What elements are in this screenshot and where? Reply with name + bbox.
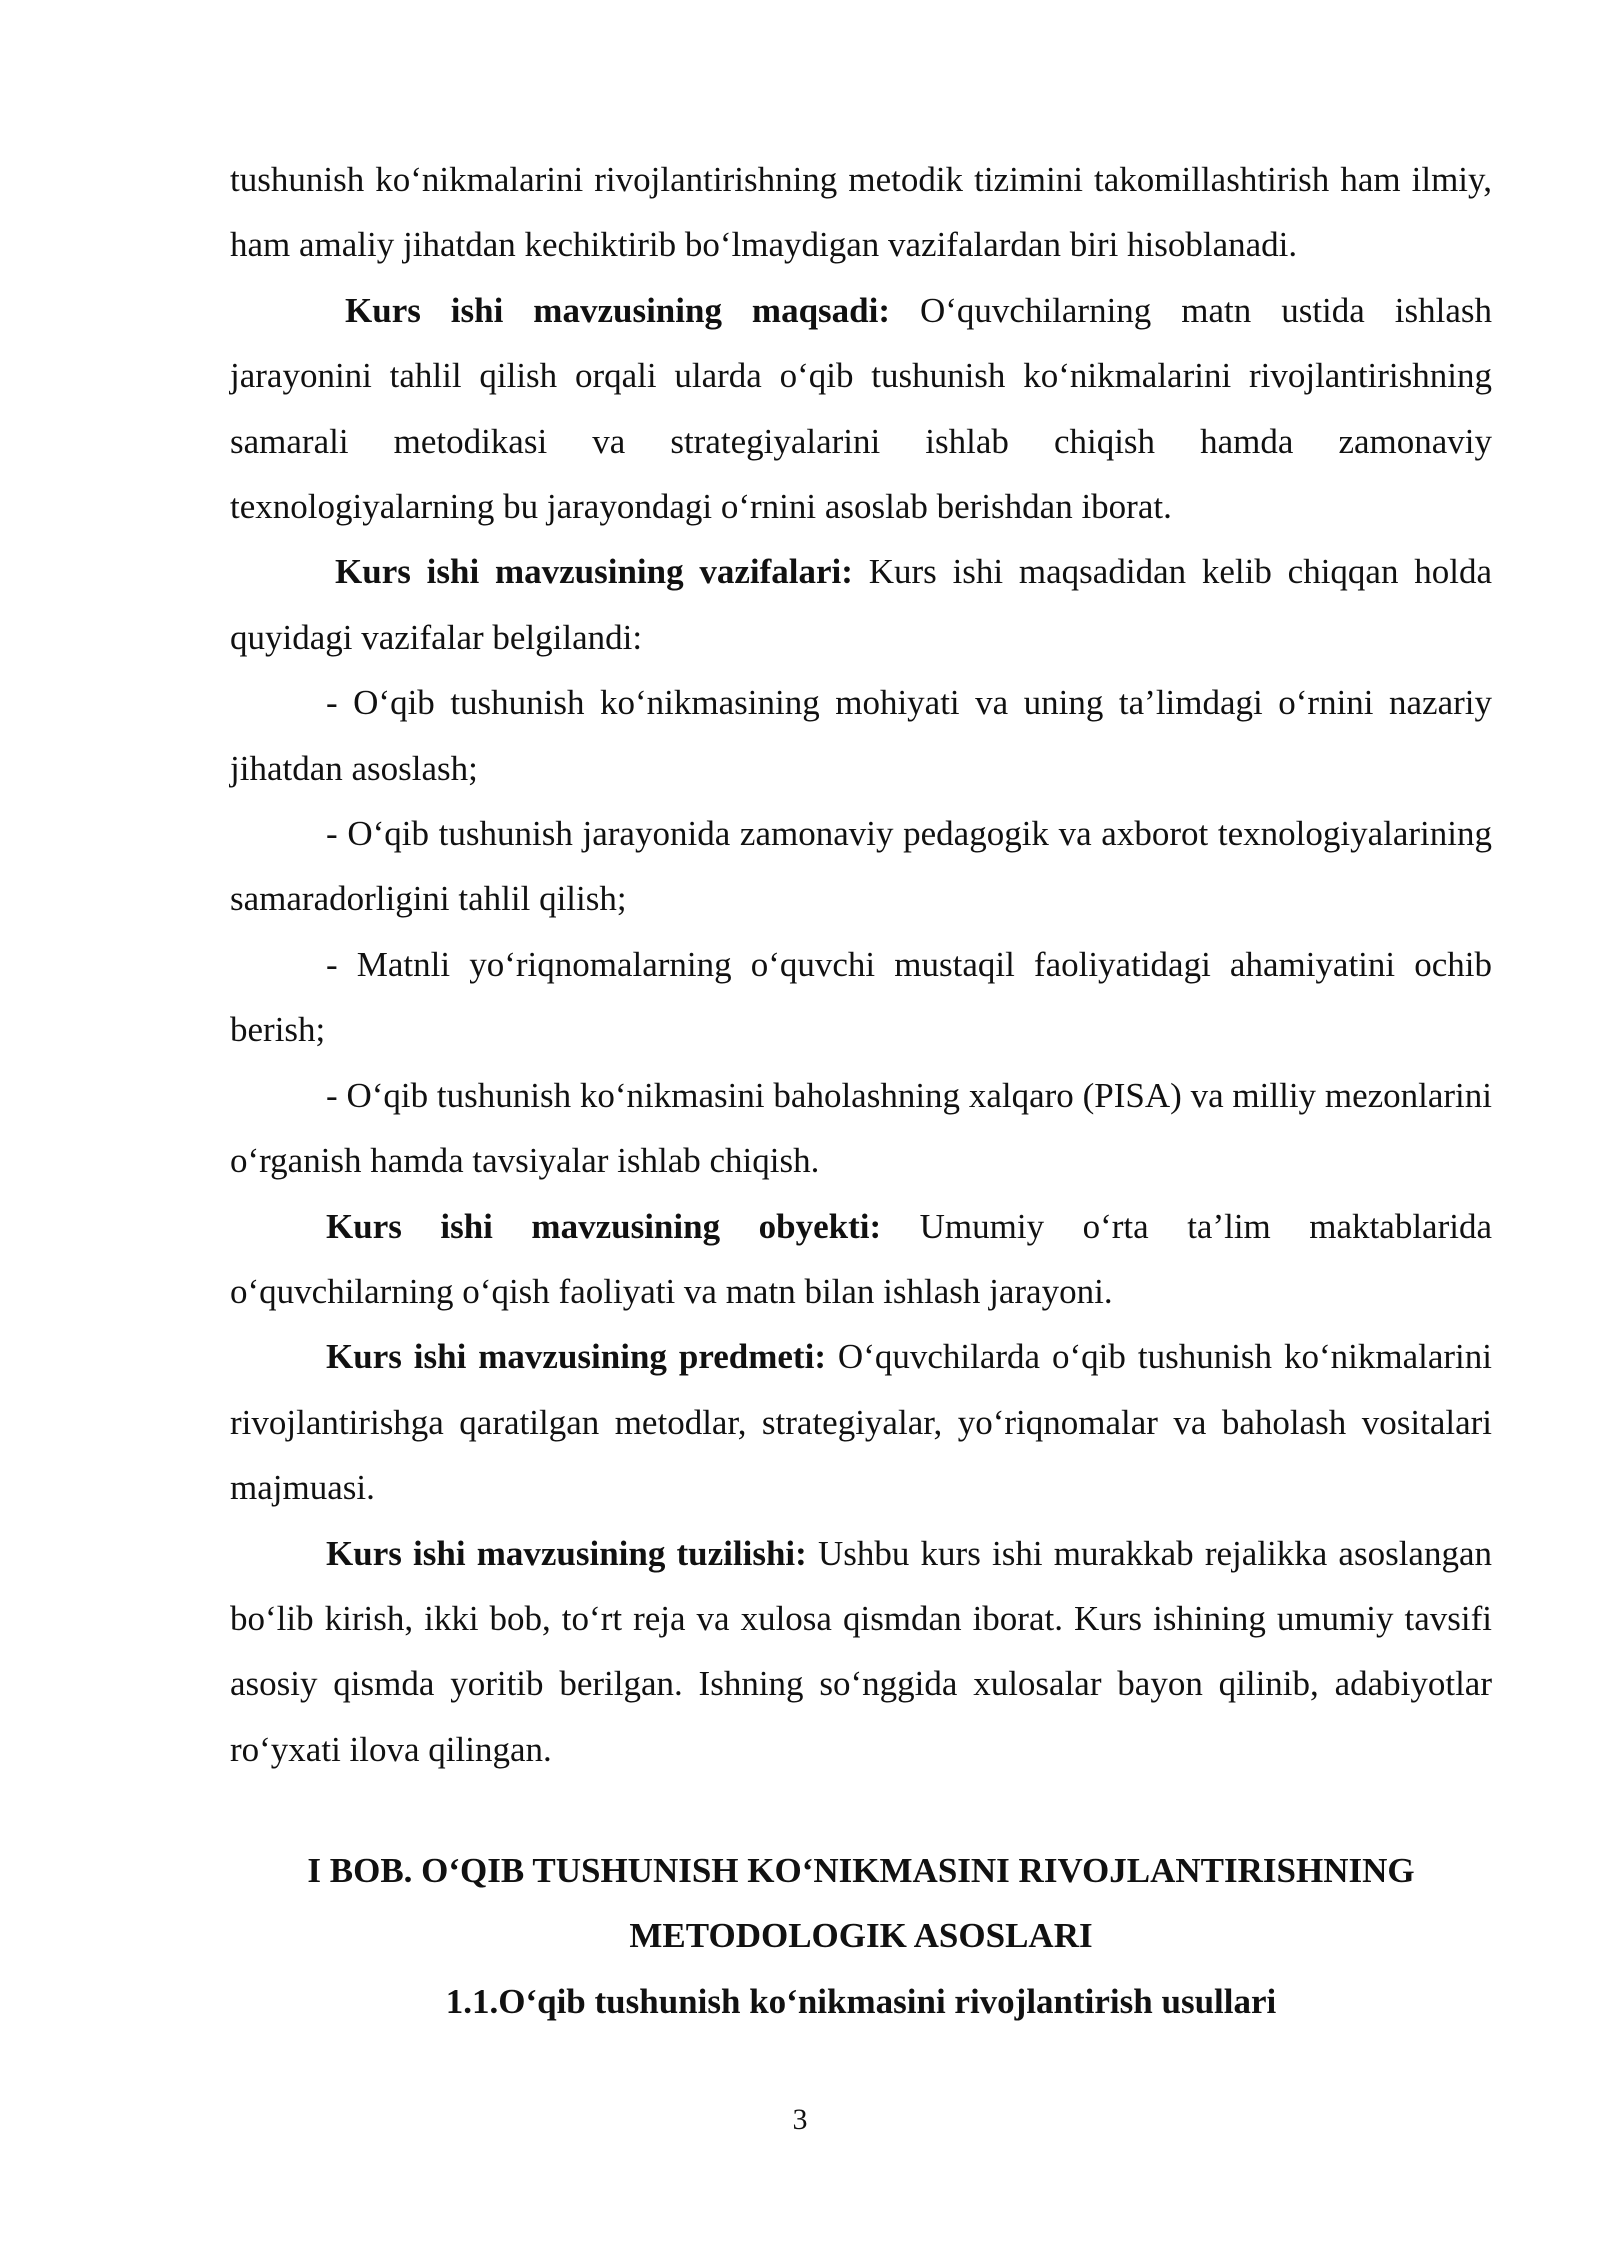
paragraph-subject (230, 1324, 1492, 1520)
section-title: 1.1.O‘qib tushunish ko‘nikmasini rivojlantirish usullari (445, 1981, 1277, 2021)
list-item: - O‘qib tushunish ko‘nikmasini baholashning xalqaro (PISA) va milliy mezonlarini o‘rganish hamda tavsiyalar ishlab chiqish. (230, 1075, 1492, 1181)
subject-text: O‘quvchilarda o‘qib tushunish ko‘nikmalarini rivojlantirishga qaratilgan metodlar, strategiyalar, yo‘riqnomalar va baholash vositalari majmuasi. (230, 1337, 1492, 1508)
chapter-title-line-1: I BOB. O‘QIB TUSHUNISH KO‘NIKMASINI RIVOJLANTIRISHNING (307, 1851, 1415, 1890)
chapter-title-line-2: METODOLOGIK ASOSLARI (629, 1916, 1093, 1956)
tasks-text: Kurs ishi maqsadidan kelib chiqqan holda quyidagi vazifalar belgilandi: (230, 552, 1492, 657)
tasks-label: Kurs ishi mavzusining vazifalari: (335, 552, 853, 592)
subject-label: Kurs ishi mavzusining predmeti: (326, 1337, 826, 1377)
page-number: 3 (792, 2103, 808, 2136)
list-item: - Matnli yo‘riqnomalarning o‘quvchi mustaqil faoliyatidagi ahamiyatini ochib berish; (230, 944, 1492, 1050)
structure-text: Ushbu kurs ishi murakkab rejalikka asoslangan bo‘lib kirish, ikki bob, to‘rt reja va xulosa qismdan iborat. Kurs ishining umumiy tavsifi asosiy qismda yoritib berilgan. Ishning so‘nggida xulosalar bayon qilinib, adabiyotlar ro‘yxati ilova qilingan. (230, 1533, 1492, 1769)
object-label: Kurs ishi mavzusining obyekti: (326, 1206, 882, 1246)
document-body (230, 147, 1492, 1782)
object-text: Umumiy o‘rta ta’lim maktablarida o‘quvchilarning o‘qish faoliyati va matn bilan ishlash jarayoni. (230, 1206, 1492, 1311)
goal-text: O‘quvchilarning matn ustida ishlash jarayonini tahlil qilish orqali ularda o‘qib tushunish ko‘nikmalarini rivojlantirishning samarali metodikasi va strategiyalarini ishlab chiqish hamda zamonaviy texnologiyalarning bu jarayondagi o‘rnini asoslab berishdan iborat. (230, 290, 1493, 527)
list-item: - O‘qib tushunish jarayonida zamonaviy pedagogik va axborot texnologiyalarining samaradorligini tahlil qilish; (230, 814, 1492, 919)
paragraph-intro: tushunish ko‘nikmalarini rivojlantirishning metodik tizimini takomillashtirish ham ilmiy, ham amaliy jihatdan kechiktirib bo‘lmaydigan vazifalardan biri hisoblanadi. (230, 160, 1492, 265)
chapter-heading (230, 1838, 1492, 2034)
structure-label: Kurs ishi mavzusining tuzilishi: (326, 1533, 807, 1573)
list-item: - O‘qib tushunish ko‘nikmasining mohiyati va uning ta’limdagi o‘rnini nazariy jihatdan asoslash; (230, 683, 1492, 788)
paragraph-structure (230, 1521, 1492, 1783)
paragraph-goal (230, 278, 1492, 540)
goal-label: Kurs ishi mavzusining maqsadi: (345, 290, 891, 330)
paragraph-object (230, 1194, 1492, 1325)
paragraph-tasks (230, 539, 1492, 670)
